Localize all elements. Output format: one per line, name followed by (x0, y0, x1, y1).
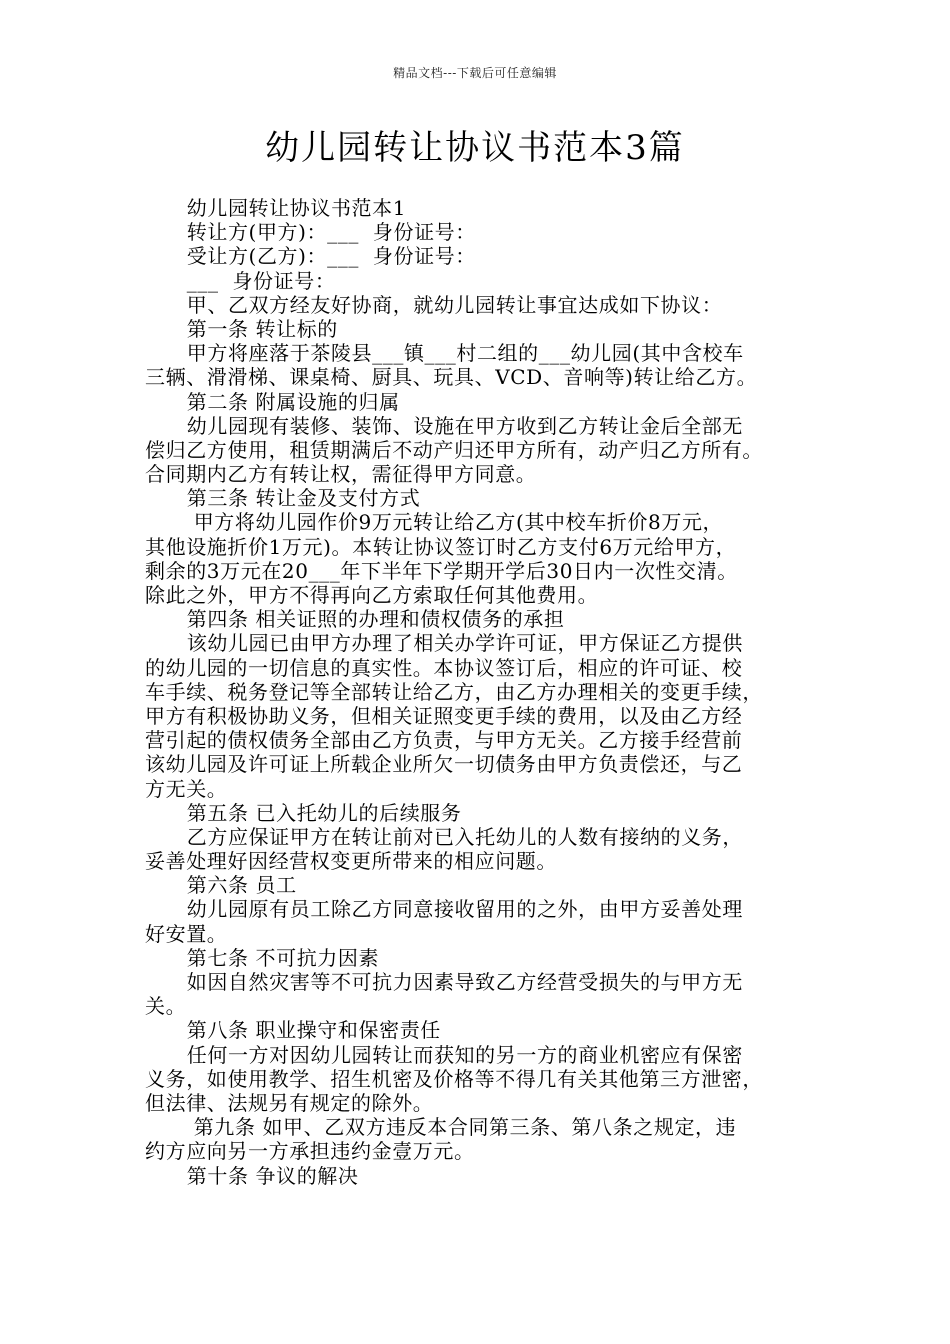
document-title: 幼儿园转让协议书范本3篇 (265, 128, 685, 168)
body-line: 甲、乙双方经友好协商，就幼儿园转让事宜达成如下协议： (145, 292, 723, 317)
section-heading: 第七条 不可抗力因素 (145, 945, 380, 970)
section-heading: 第五条 已入托幼儿的后续服务 (145, 800, 462, 825)
body-line: 偿归乙方使用，租赁期满后不动产归还甲方所有，动产归乙方所有。 (145, 437, 763, 462)
body-line: 幼儿园转让协议书范本1 (145, 196, 407, 220)
section-heading: 第十条 争议的解决 (145, 1163, 359, 1188)
body-line: 甲方有积极协助义务，但相关证照变更手续的费用，以及由乙方经 (145, 703, 743, 728)
body-line: 幼儿园原有员工除乙方同意接收留用的之外，由甲方妥善处理 (145, 897, 743, 922)
body-line: 如因自然灾害等不可抗力因素导致乙方经营受损失的与甲方无 (145, 970, 743, 994)
page-header: 精品文档---下载后可任意编辑 (393, 66, 557, 80)
body-line: 甲方将座落于茶陵县___镇___村二组的___幼儿园(其中含校车 (145, 341, 744, 366)
section-heading: 第二条 附属设施的归属 (145, 389, 400, 414)
body-line: 乙方应保证甲方在转让前对已入托幼儿的人数有接纳的义务， (145, 824, 743, 849)
body-line: 约方应向另一方承担违约金壹万元。 (145, 1139, 475, 1164)
body-line: 该幼儿园及许可证上所载企业所欠一切债务由甲方负责偿还，与乙 (145, 752, 743, 777)
body-line: 剩余的3万元在20___年下半年下学期开学后30日内一次性交清。 (145, 558, 738, 583)
body-line: 妥善处理好因经营权变更所带来的相应问题。 (145, 849, 557, 874)
body-line: 但法律、法规另有规定的除外。 (145, 1090, 434, 1115)
body-line: 关。 (145, 994, 187, 1019)
body-line: 三辆、滑滑梯、课桌椅、厨具、玩具、VCD、音响等)转让给乙方。 (145, 365, 758, 390)
document-body (145, 196, 817, 1188)
body-line: 方无关。 (145, 776, 228, 801)
body-line: 车手续、税务登记等全部转让给乙方，由乙方办理相关的变更手续， (145, 679, 763, 704)
body-line: 营引起的债权债务全部由乙方负责，与甲方无关。乙方接手经营前 (145, 728, 743, 753)
section-heading: 第八条 职业操守和保密责任 (145, 1018, 441, 1043)
body-line: 的幼儿园的一切信息的真实性。本协议签订后，相应的许可证、校 (145, 655, 743, 680)
section-heading: 第六条 员工 (145, 873, 297, 898)
section-heading: 第一条 转让标的 (145, 316, 338, 341)
body-line: 任何一方对因幼儿园转让而获知的另一方的商业机密应有保密 (145, 1042, 743, 1067)
body-line: 受让方(乙方)：___ 身份证号： (145, 244, 476, 269)
body-line: 义务，如使用教学、招生机密及价格等不得几有关其他第三方泄密， (145, 1066, 763, 1091)
body-line: 甲方将幼儿园作价9万元转让给乙方(其中校车折价8万元， (145, 510, 724, 535)
body-line: 第九条 如甲、乙双方违反本合同第三条、第八条之规定，违 (145, 1115, 737, 1140)
body-line: 该幼儿园已由甲方办理了相关办学许可证，甲方保证乙方提供 (145, 631, 743, 656)
body-line: 转让方(甲方)：___ 身份证号： (145, 220, 476, 245)
body-line: ___ 身份证号： (145, 268, 336, 293)
body-line: 合同期内乙方有转让权，需征得甲方同意。 (145, 462, 537, 487)
body-line: 除此之外，甲方不得再向乙方索取任何其他费用。 (145, 583, 599, 607)
body-line: 其他设施折价1万元)。本转让协议签订时乙方支付6万元给甲方， (145, 534, 737, 559)
body-line: 好安置。 (145, 921, 228, 946)
body-line: 幼儿园现有装修、装饰、设施在甲方收到乙方转让金后全部无 (145, 413, 743, 438)
section-heading: 第四条 相关证照的办理和债权债务的承担 (145, 607, 565, 632)
section-heading: 第三条 转让金及支付方式 (145, 486, 421, 511)
